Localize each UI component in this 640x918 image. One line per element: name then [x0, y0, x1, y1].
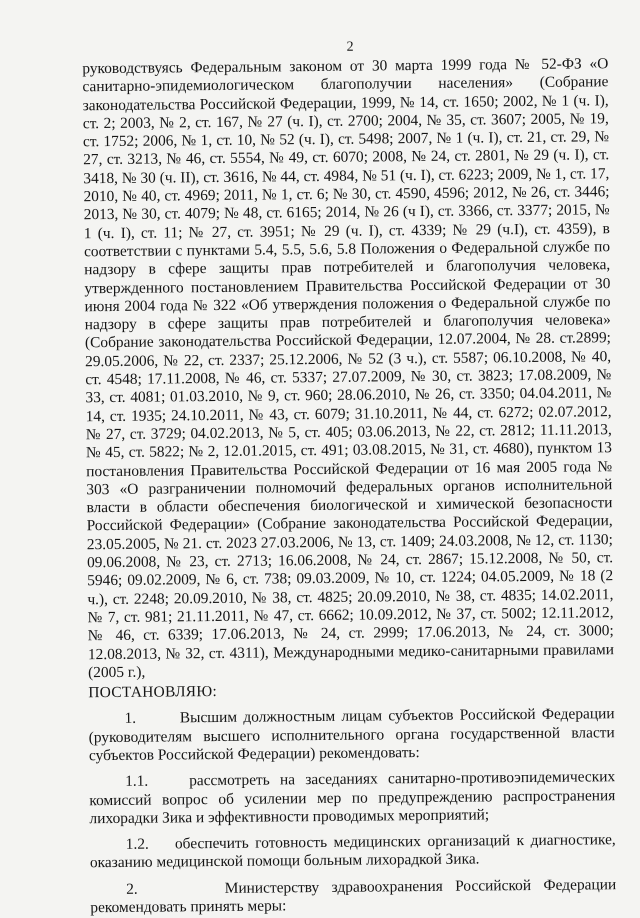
decree-heading: ПОСТАНОВЛЯЮ: [88, 683, 218, 702]
page-number: 2 [346, 39, 354, 55]
item-1: 1. Высшим должностным лицам субъектов Российской Федерации (руководителям высшего исполнительного органа государственной власти субъектов Российской Федерации) рекомендовать: [88, 705, 615, 765]
item-1-2: 1.2. обеспечить готовность медицинских организаций к диагностике, оказанию медицинской помощи больным лихорадкой Зика. [89, 831, 616, 872]
preamble-paragraph: руководствуясь Федеральным законом от 30 марта 1999 года № 52-ФЗ «О санитарно-эпидемиологическом благополучии населения» (Собрание законодательства Российской Федерации, 1999, № 14, ст. 1650; 2002, № 1 (ч. I), ст. 2; 2003, № 2, ст. 167, № 27 (ч. I), ст. 2700; 2004, № 35, ст. 3607; 2005, № 19, ст. 1752; 2006, № 1, ст. 10, № 52 (ч. I), ст. 5498; 2007, № 1 (ч. I), ст. 21, ст. 29, № 27, ст. 3213, № 46, ст. 5554, № 49, ст. 6070; 2008, № 24, ст. 2801, № 29 (ч. I), ст. 3418, № 30 (ч. II), ст. 3616, № 44, ст. 4984, № 51 (ч. I), ст. 6223; 2009, № 1, ст. 17, 2010, № 40, ст. 4969; 2011, № 1, ст. 6; № 30, ст. 4590, 4596; 2012, № 26, ст. 3446; 2013, № 30, ст. 4079; № 48, ст. 6165; 2014, № 26 (ч I), ст. 3366, ст. 3377; 2015, № 1 (ч. I), ст. 11; № 27, ст. 3951; № 29 (ч. I), ст. 4339; № 29 (ч.I), ст. 4359), в соответствии с пунктами 5.4, 5.5, 5.6, 5.8 Положения о Федеральной службе по надзору в сфере защиты прав потребителей и благополучия человека, утвержденного постановлением Правительства Российской Федерации от 30 июня 2004 года № 322 «Об утверждения положения о Федеральной службе по надзору в сфере защиты прав потребителей и благополучия человека» (Собрание законодательства Российской Федерации, 12.07.2004, № 28. ст.2899; 29.05.2006, № 22, ст. 2337; 25.12.2006, № 52 (3 ч.), ст. 5587; 06.10.2008, № 40, ст. 4548; 17.11.2008, № 46, ст. 5337; 27.07.2009, № 30, ст. 3823; 17.08.2009, № 33, ст. 4081; 01.03.2010, № 9, ст. 960; 28.06.2010, № 26, ст. 3350; 04.04.2011, № 14, ст. 1935; 24.10.2011, № 43, ст. 6079; 31.10.2011, № 44, ст. 6272; 02.07.2012, № 27, ст. 3729; 04.02.2013, № 5, ст. 405; 03.06.2013, № 22, ст. 2812; 11.11.2013, № 45, ст. 5822; № 2, 12.01.2015, ст. 491; 03.08.2015, № 31, ст. 4680), пунктом 13 постановления Правительства Российской Федерации от 16 мая 2005 года № 303 «О разграничении полномочий федеральных органов исполнительной власти в области обеспечения биологической и химической безопасности Российской Федерации» (Собрание законодательства Российской Федерации, 23.05.2005, № 21. ст. 2023 27.03.2006, № 13, ст. 1409; 24.03.2008, № 12, ст. 1130; 09.06.2008, № 23, ст. 2713; 16.06.2008, № 24, ст. 2867; 15.12.2008, № 50, ст. 5946; 09.02.2009, № 6, ст. 738; 09.03.2009, № 10, ст. 1224; 04.05.2009, № 18 (2 ч.), ст. 2248; 20.09.2010, № 38, ст. 4825; 20.09.2010, № 38, ст. 4835; 14.02.2011, № 7, ст. 981; 21.11.2011, № 47, ст. 6662; 10.09.2012, № 37, ст. 5002; 12.11.2012, № 46, ст. 6339; 17.06.2013, № 24, ст. 2999; 17.06.2013, № 24, ст. 3000; 12.08.2013, № 32, ст. 4311), Международными медико-санитарными правилами (2005 г.), [82, 55, 614, 682]
item-1-1: 1.1. рассмотреть на заседаниях санитарно-противоэпидемических комиссий вопрос об усилении мер по предупреждению распространения лихорадки Зика и эффективности проводимых мероприятий; [89, 768, 616, 828]
item-2: 2. Министерству здравоохранения Российской Федерации рекомендовать принять меры: [90, 875, 617, 917]
